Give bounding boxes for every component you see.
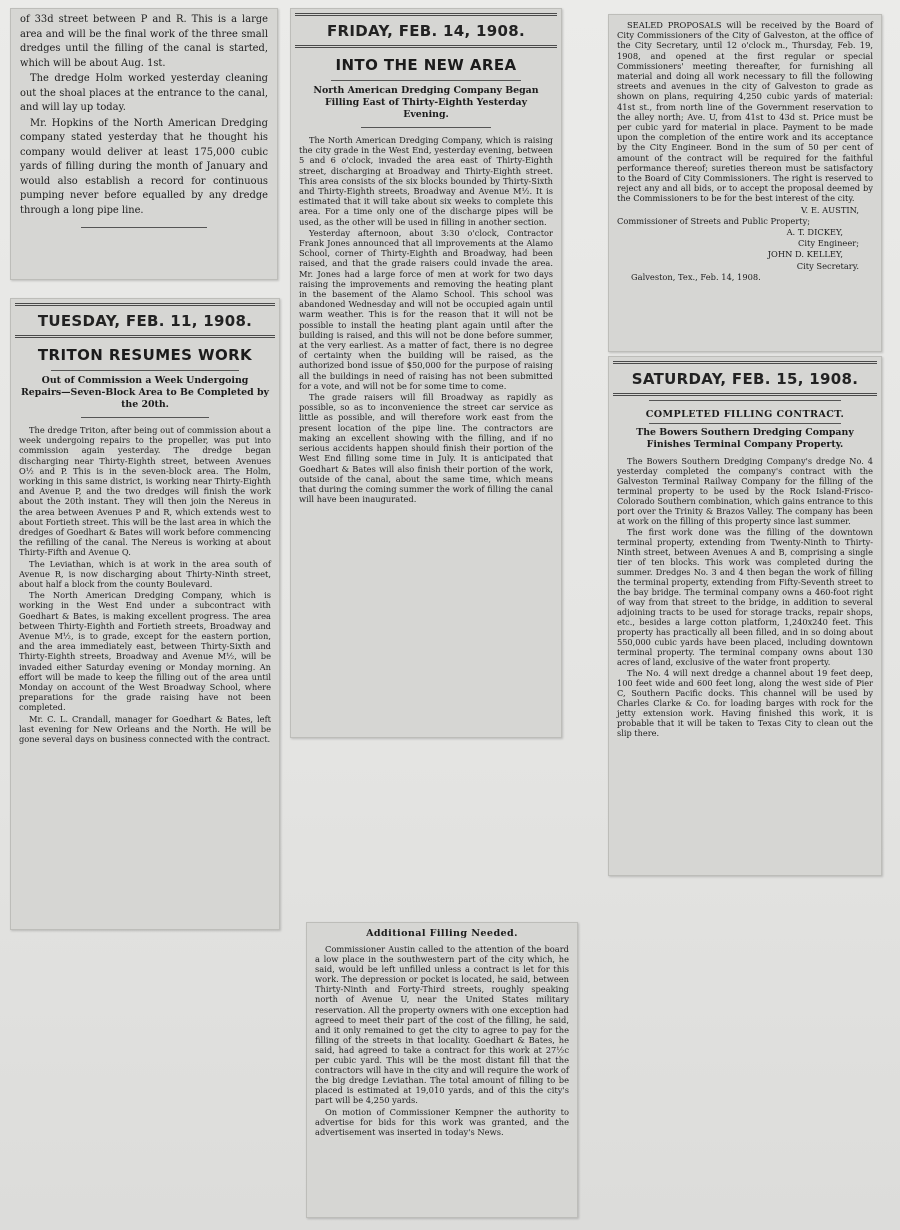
continuation-paragraph: Mr. Hopkins of the North American Dredging company stated yesterday that he thought his company would deliver at least 175,000 cubic yards of filling during the month of January and would also establish a record for continuous pumping never before equalled by any dredge through a long pipe line. [20, 117, 268, 216]
headline-rule [649, 400, 841, 401]
additional-filling-body [307, 941, 577, 1140]
headline-rule [649, 423, 841, 424]
signature-dickey: A. T. DICKEY, [786, 227, 843, 238]
clipping-additional-filling [306, 922, 578, 1218]
clipping-tuesday [10, 298, 280, 930]
saturday-dateline: SATURDAY, FEB. 15, 1908. [613, 361, 877, 396]
friday-headline: INTO THE NEW AREA [335, 56, 517, 74]
friday-paragraph: The grade raisers will fill Broadway as rapidly as possible, so as to inconvenience the street car service as little as possible, and will therefore work east from the present location of the pipe line. The contractors are making an excellent showing with the filling, and if no serious accidents happen should finish their portion of the West End filling some time in July. It is anticipated that Goedhart & Bates will also finish their portion of the work, outside of the canal, about the same time, which means that during the coming summer the work of filling the canal will have been inaugurated. [299, 392, 553, 505]
sealed-proposals-date: Galveston, Tex., Feb. 14, 1908. [631, 271, 761, 282]
friday-paragraph: The North American Dredging Company, which is raising the city grade in the West End, yesterday evening, between 5 and 6 o'clock, invaded the area east of Thirty-Eighth street, discharging at Broadway and Thirty-Eighth street. This area consists of the six blocks bounded by Thirty-Sixth and Thirty-Eighth streets, Broadway and Avenue M½. It is estimated that it will take about six weeks to complete this area. For a time only one of the discharge pipes will be used, as the other will be used in filling in another section. [299, 135, 553, 227]
signature-dickey-title: City Engineer; [798, 238, 859, 249]
continuation-paragraph: The dredge Holm worked yesterday cleaning out the shoal places at the entrance to the canal, and will lay up today. [20, 73, 268, 113]
additional-filling-paragraph: Commissioner Austin called to the attention of the board a low place in the southwestern part of the city which, he said, would be left unfilled unless a contract is let for this work. The depression or pocket is located, he said, between Thirty-Ninth and Forty-Third streets, roughly speaking north of Avenue U, near the United States military reservation. All the property owners with one exception had agreed to meet their part of the cost of the filling, he said, and it only remained to get the city to agree to pay for the filling of the streets in that locality. Goedhart & Bates, he said, had agreed to take a contract for this work at 27½c per cubic yard. This will be the most distant fill that the contractors will have in the city and will require the work of the big dredge Leviathan. The total amount of filling to be placed is estimated at 19,010 yards, and of this the city's part will be 4,250 yards. [315, 944, 569, 1106]
additional-filling-headline: Additional Filling Needed. [366, 928, 518, 939]
subhead-rule [81, 417, 209, 418]
headline-rule [51, 370, 239, 371]
signature-austin: V. E. AUSTIN, [801, 204, 859, 215]
clipping-continuation [10, 8, 278, 280]
tuesday-paragraph: The North American Dredging Company, which is working in the West End under a subcontract with Goedhart & Bates, is making excellent progress. The area between Thirty-Eighth and Fortieth streets, Broadway and Avenue M½, is to grade, except for the eastern portion, and the area immediately east, between Thirty-Sixth and Thirty-Eighth streets, Broadway and Avenue M½, will be invaded either Saturday evening or Monday morning. An effort will be made to keep the filling out of the area until Monday on account of the West Broadway School, where preparations for the grade raising have not been completed. [19, 590, 271, 713]
tuesday-paragraph: Mr. C. L. Crandall, manager for Goedhart & Bates, left last evening for New Orleans and the North. He will be gone several days on business connected with the contract. [19, 713, 271, 745]
tuesday-paragraph: The Leviathan, which is at work in the area south of Avenue R, is now discharging about Thirty-Ninth street, about half a block from the county Boulevard. [19, 558, 271, 590]
sealed-proposals-body [609, 15, 881, 285]
headline-rule [331, 80, 521, 81]
friday-dateline: FRIDAY, FEB. 14, 1908. [295, 13, 557, 48]
continuation-paragraph: of 33d street between P and R. This is a large area and will be the final work of the three small dredges until the filling of the canal is started, which will be about Aug. 1st. [20, 14, 268, 69]
friday-body [291, 132, 561, 507]
end-rule [81, 227, 207, 228]
sealed-proposals-text: SEALED PROPOSALS will be received by the Board of City Commissioners of the City of Galveston, at the office of the City Secretary, until 12 o'clock m., Thursday, Feb. 19, 1908, and opened at the first regular or special Commissioners' meeting thereafter, for furnishing all material and doing all work necessary to fill the following streets and avenues in the city of Galveston to grade as shown on plans, requiring 4,250 cubic yards of material: 41st st., from north line of the Government reservation to the alley north; Ave. U, from 41st to 43d st. Price must be per cubic yard for material in place. Payment to be made upon the completion of the entire work and its acceptance by the City Engineer. Bond in the sum of 50 per cent of amount of the contract will be required for the faithful performance thereof; sureties thereon must be satisfactory to the Board of City Commissioners. The right is reserved to reject any and all bids, or to accept the proposal deemed by the Commissioners to be for the best interest of the city. [617, 20, 873, 204]
tuesday-dateline: TUESDAY, FEB. 11, 1908. [15, 303, 275, 338]
saturday-paragraph: The Bowers Southern Dredging Company's dredge No. 4 yesterday completed the company's contract with the Galveston Terminal Railway Company for the filling of the terminal property to be used by the Rock Island-Frisco-Colorado Southern combination, which gains entrance to this port over the Trinity & Brazos Valley. The company has been at work on the filling of this property since last summer. [617, 456, 873, 526]
signature-kelley: JOHN D. KELLEY, [767, 249, 843, 260]
tuesday-headline: TRITON RESUMES WORK [37, 346, 253, 364]
clipping-sealed-proposals [608, 14, 882, 352]
signature-austin-title: Commissioner of Streets and Public Property; [617, 215, 811, 226]
friday-subhead: North American Dredging Company Began Filling East of Thirty-Eighth Yesterday Evening. [313, 85, 539, 120]
saturday-paragraph: The No. 4 will next dredge a channel about 19 feet deep, 100 feet wide and 600 feet long, along the west side of Pier C, Southern Pacific docks. This channel will be used by Charles Clarke & Co. for loading barges with rock for the jetty extension work. Having finished this work, it is probable that it will be taken to Texas City to clean out the slip there. [617, 668, 873, 738]
friday-paragraph: Yesterday afternoon, about 3:30 o'clock, Contractor Frank Jones announced that all improvements at the Alamo School, corner of Thirty-Eighth and Broadway, had been raised, and that the grade raisers could invade the area. Mr. Jones had a large force of men at work for two days raising the improvements and removing the heating plant in the basement of the Alamo School. This school was abandoned Wednesday and will not be occupied again until warm weather. This is for the reason that it will not be possible to install the heating plant again until after the building is raised, and this will not be done before summer, at the very earliest. As a matter of fact, there is no degree of certainty when the building will be raised, as the authorized bond issue of $50,000 for the purpose of raising all the buildings in need of raising has not been submitted for a vote, and will not be for some time to come. [299, 227, 553, 391]
continuation-body [11, 9, 277, 223]
tuesday-paragraph: The dredge Triton, after being out of commission about a week undergoing repairs to the propeller, was put into commission again yesterday. The dredge began discharging near Thirty-Eighth street, between Avenues O½ and P. This is in the seven-block area. The Holm, working in this same district, is working near Thirty-Eighth and Avenue P, and the two dredges will finish the work about the 20th instant. They will then join the Nereus in the area between Avenues P and R, which extends west to about Fortieth street. This will be the last area in which the dredges of Goedhart & Bates will work before commencing the refilling of the canal. The Nereus is working at about Thirty-Fifth and Avenue Q. [19, 425, 271, 558]
saturday-subhead: The Bowers Southern Dredging Company Finishes Terminal Company Property. [636, 427, 854, 450]
saturday-headline: COMPLETED FILLING CONTRACT. [645, 409, 845, 420]
additional-filling-paragraph: On motion of Commissioner Kempner the authority to advertise for bids for this work was granted, and the advertisement was inserted in today's News. [315, 1106, 569, 1137]
saturday-body [609, 453, 881, 741]
tuesday-subhead: Out of Commission a Week Undergoing Repairs—Seven-Block Area to Be Completed by the 20th. [21, 375, 269, 410]
clipping-saturday [608, 356, 882, 876]
subhead-rule [361, 127, 491, 128]
signature-kelley-title: City Secretary. [796, 260, 859, 271]
saturday-paragraph: The first work done was the filling of the downtown terminal property, extending from Twenty-Ninth to Thirty-Ninth street, between Avenues A and B, comprising a single tier of ten blocks. This work was completed during the summer. Dredges No. 3 and 4 then began the work of filling the terminal property, extending from Fifty-Seventh street to the bay bridge. The terminal company owns a 460-foot right of way from that street to the bridge, in addition to several adjoining tracts to be used for storage tracks, repair shops, etc., besides a large cotton platform, 1,240x240 feet. This property has practically all been filled, and in so doing about 550,000 cubic yards have been placed, including downtown terminal property. The terminal company owns about 130 acres of land, exclusive of the water front property. [617, 527, 873, 667]
tuesday-body [11, 422, 279, 747]
clipping-friday [290, 8, 562, 738]
